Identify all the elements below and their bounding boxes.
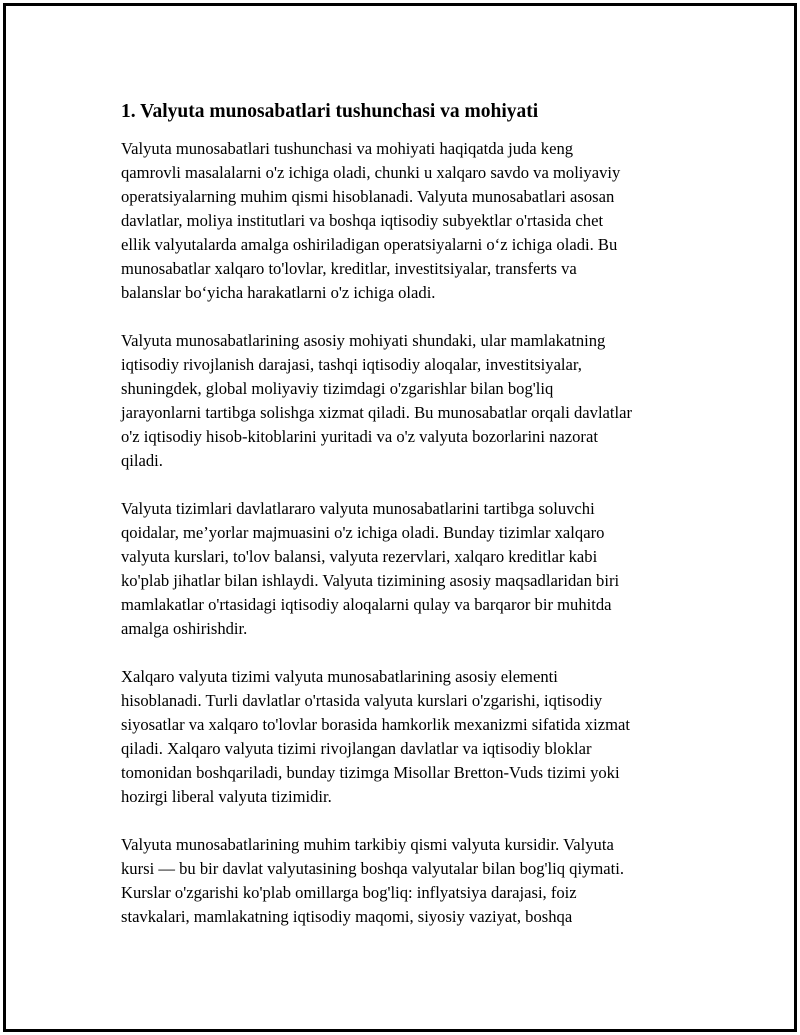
body-paragraph <box>121 137 696 305</box>
paragraph-line: Valyuta munosabatlarining asosiy mohiyati shundaki, ular mamlakatning <box>121 331 606 350</box>
paragraph-line: hisoblanadi. Turli davlatlar o'rtasida valyuta kurslari o'zgarishi, iqtisodiy <box>121 691 603 710</box>
paragraph-line: kursi — bu bir davlat valyutasining boshqa valyutalar bilan bog'liq qiymati. <box>121 859 625 878</box>
paragraph-line: hozirgi liberal valyuta tizimidir. <box>121 787 332 806</box>
paragraph-line: stavkalari, mamlakatning iqtisodiy maqomi, siyosiy vaziyat, boshqa <box>121 907 573 926</box>
paragraph-line: jarayonlarni tartibga solishga xizmat qiladi. Bu munosabatlar orqali davlatlar <box>121 403 633 422</box>
paragraph-line: Xalqaro valyuta tizimi valyuta munosabatlarining asosiy elementi <box>121 667 558 686</box>
paragraph-line: ko'plab jihatlar bilan ishlaydi. Valyuta tizimining asosiy maqsadlaridan biri <box>121 571 620 590</box>
body-paragraph <box>121 497 696 641</box>
paragraphs-container <box>121 137 696 929</box>
paragraph-line: siyosatlar va xalqaro to'lovlar borasida hamkorlik mexanizmi sifatida xizmat <box>121 715 630 734</box>
paragraph-line: valyuta kurslari, to'lov balansi, valyuta rezervlari, xalqaro kreditlar kabi <box>121 547 598 566</box>
paragraph-line: balanslar bo‘yicha harakatlarni o'z ichiga oladi. <box>121 283 436 302</box>
paragraph-line: operatsiyalarning muhim qismi hisoblanadi. Valyuta munosabatlari asosan <box>121 187 615 206</box>
paragraph-line: Valyuta tizimlari davlatlararo valyuta munosabatlarini tartibga soluvchi <box>121 499 595 518</box>
page-frame <box>3 3 797 1032</box>
paragraph-line: qoidalar, me’yorlar majmuasini o'z ichiga oladi. Bunday tizimlar xalqaro <box>121 523 605 542</box>
paragraph-line: davlatlar, moliya institutlari va boshqa iqtisodiy subyektlar o'rtasida chet <box>121 211 604 230</box>
paragraph-line: qiladi. <box>121 451 163 470</box>
body-paragraph <box>121 833 696 929</box>
paragraph-line: Valyuta munosabatlari tushunchasi va mohiyati haqiqatda juda keng <box>121 139 574 158</box>
paragraph-line: o'z iqtisodiy hisob-kitoblarini yuritadi va o'z valyuta bozorlarini nazorat <box>121 427 598 446</box>
paragraph-line: iqtisodiy rivojlanish darajasi, tashqi iqtisodiy aloqalar, investitsiyalar, <box>121 355 582 374</box>
paragraph-line: munosabatlar xalqaro to'lovlar, kreditlar, investitsiyalar, transferts va <box>121 259 577 278</box>
paragraph-line: ellik valyutalarda amalga oshiriladigan operatsiyalarni o‘z ichiga oladi. Bu <box>121 235 618 254</box>
document-body <box>121 99 696 953</box>
paragraph-line: qiladi. Xalqaro valyuta tizimi rivojlangan davlatlar va iqtisodiy bloklar <box>121 739 592 758</box>
paragraph-line: qamrovli masalalarni o'z ichiga oladi, chunki u xalqaro savdo va moliyaviy <box>121 163 621 182</box>
paragraph-line: tomonidan boshqariladi, bunday tizimga Misollar Bretton-Vuds tizimi yoki <box>121 763 620 782</box>
body-paragraph <box>121 665 696 809</box>
body-paragraph <box>121 329 696 473</box>
paragraph-line: mamlakatlar o'rtasidagi iqtisodiy aloqalarni qulay va barqaror bir muhitda <box>121 595 612 614</box>
paragraph-line: shuningdek, global moliyaviy tizimdagi o'zgarishlar bilan bog'liq <box>121 379 554 398</box>
section-heading: 1. Valyuta munosabatlari tushunchasi va mohiyati <box>121 101 539 122</box>
paragraph-line: Kurslar o'zgarishi ko'plab omillarga bog'liq: inflyatsiya darajasi, foiz <box>121 883 577 902</box>
paragraph-line: Valyuta munosabatlarining muhim tarkibiy qismi valyuta kursidir. Valyuta <box>121 835 614 854</box>
paragraph-line: amalga oshirishdir. <box>121 619 248 638</box>
